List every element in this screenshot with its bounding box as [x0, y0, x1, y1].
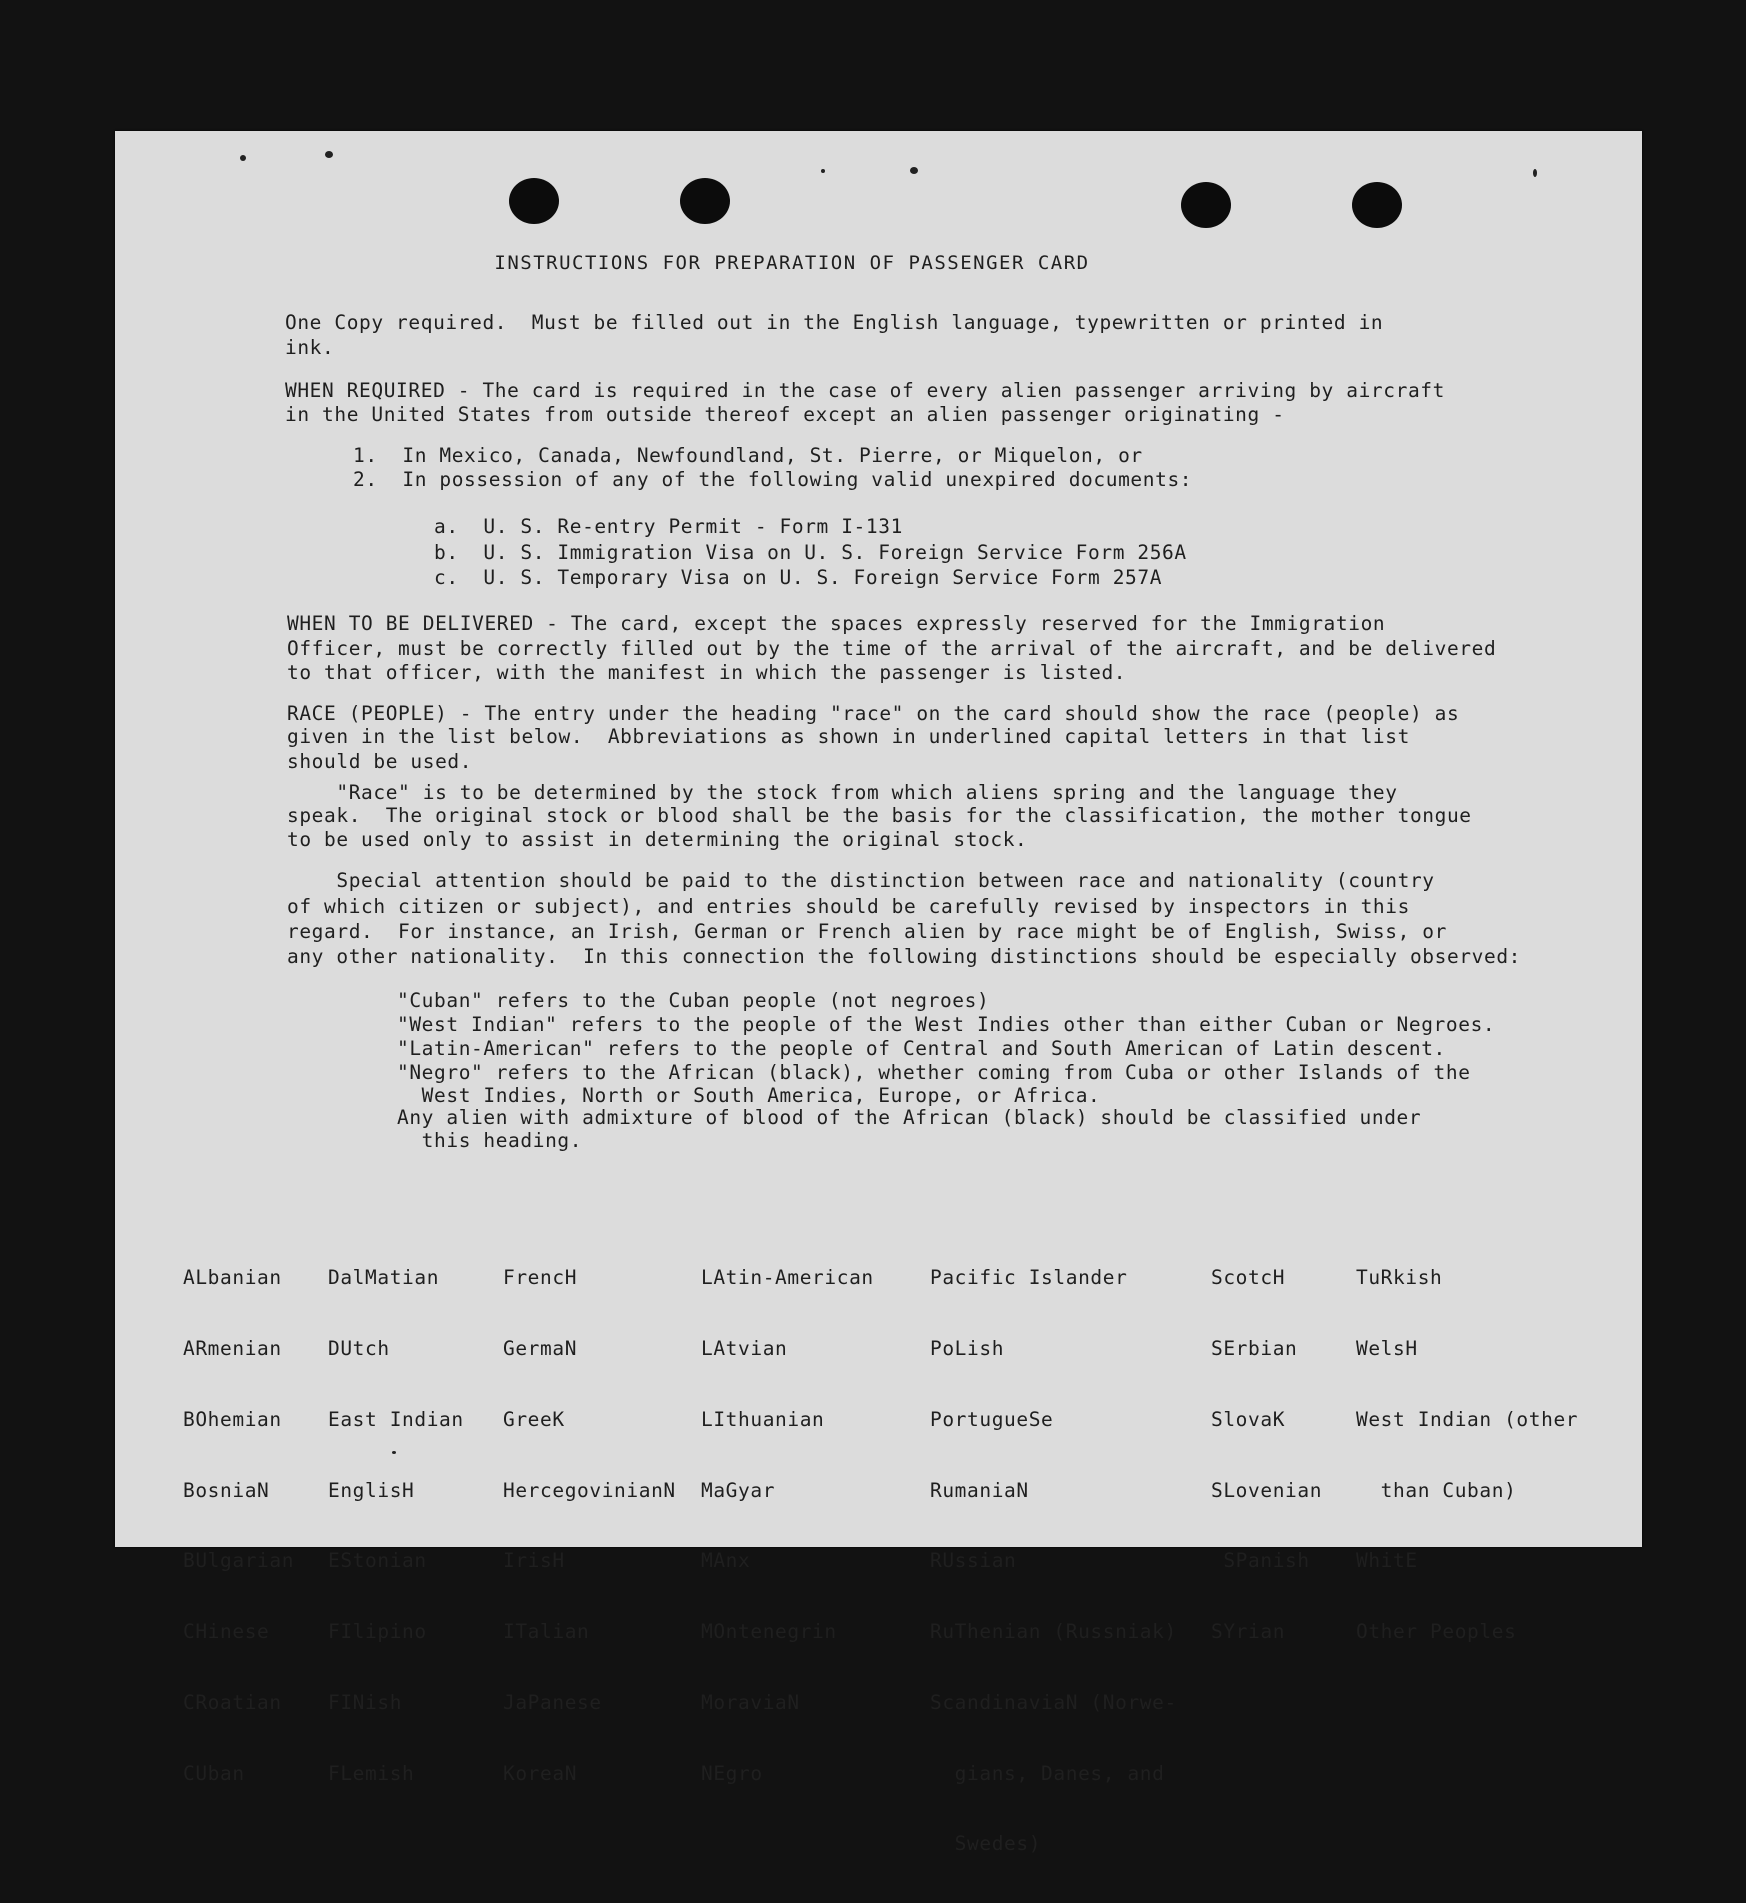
race-entry: FrencH	[503, 1266, 578, 1290]
race-entry: WelsH	[1356, 1336, 1418, 1360]
distinction-line: West Indies, North or South America, Europe, or Africa.	[397, 1084, 1101, 1107]
race-entry: DUtch	[328, 1336, 390, 1360]
race-list-column	[930, 1219, 1177, 1903]
race-entry: GermaN	[503, 1336, 578, 1360]
dust-speck	[325, 151, 333, 158]
intro-line: ink.	[285, 336, 335, 359]
race-entry: WhitE	[1356, 1549, 1418, 1573]
race-entry: FINish	[328, 1690, 403, 1714]
dust-speck	[910, 167, 918, 174]
race-entry: BUlgarian	[183, 1549, 295, 1573]
when-required-line: in the United States from outside thereof except an alien passenger originating -	[285, 403, 1285, 426]
race-entry: KoreaN	[503, 1761, 578, 1785]
dust-speck	[240, 155, 246, 161]
race-list-column	[503, 1219, 676, 1832]
race-entry: SlovaK	[1211, 1407, 1286, 1431]
race-entry: FIlipino	[328, 1620, 427, 1644]
intro-line: One Copy required. Must be filled out in the English language, typewritten or printed in	[285, 311, 1384, 334]
punch-hole	[1352, 182, 1402, 228]
race-people-line: should be used.	[287, 750, 473, 773]
race-list-column	[701, 1219, 874, 1832]
race-people-line: given in the list below. Abbreviations as shown in underlined capital letters in that list	[287, 725, 1410, 748]
race-entry: ALbanian	[183, 1266, 282, 1290]
race-list-column	[328, 1219, 464, 1832]
dust-speck	[1533, 169, 1537, 177]
race-entry: EStonian	[328, 1549, 427, 1573]
distinction-line: "West Indian" refers to the people of the West Indies other than either Cuban or Negroes.	[397, 1013, 1496, 1036]
race-entry: RumaniaN	[930, 1478, 1029, 1502]
race-entry: DalMatian	[328, 1266, 440, 1290]
distinction-line: this heading.	[397, 1129, 583, 1152]
race-definition-line: speak. The original stock or blood shall be the basis for the classification, the mother tongue	[287, 804, 1472, 827]
race-entry: PortugueSe	[930, 1407, 1054, 1431]
race-entry: IrisH	[503, 1549, 565, 1573]
when-delivered-line: to that officer, with the manifest in which the passenger is listed.	[287, 661, 1127, 684]
race-list-column	[183, 1219, 294, 1832]
dust-speck	[821, 169, 825, 173]
distinction-line: Any alien with admixture of blood of the African (black) should be classified under	[397, 1106, 1422, 1129]
document-item: a. U. S. Re-entry Permit - Form I-131	[434, 515, 903, 538]
race-entry: MoraviaN	[701, 1690, 800, 1714]
punch-hole	[1181, 182, 1231, 228]
race-entry: NEgro	[701, 1761, 763, 1785]
race-entry: ScandinaviaN (Norwe-	[930, 1690, 1177, 1714]
race-entry: JaPanese	[503, 1690, 602, 1714]
document-item: b. U. S. Immigration Visa on U. S. Foreign Service Form 256A	[434, 541, 1187, 564]
race-entry: SPanish	[1211, 1549, 1310, 1573]
punch-hole	[680, 178, 730, 224]
race-entry: West Indian (other	[1356, 1407, 1579, 1431]
race-entry: CUban	[183, 1761, 245, 1785]
race-entry: SLovenian	[1211, 1478, 1323, 1502]
special-attention-line: Special attention should be paid to the distinction between race and nationality (country	[287, 869, 1435, 892]
race-list-column	[1211, 1219, 1322, 1691]
race-entry: RUssian	[930, 1549, 1017, 1573]
race-entry: ARmenian	[183, 1336, 282, 1360]
race-entry: gians, Danes, and	[930, 1761, 1165, 1785]
special-attention-line: any other nationality. In this connection the following distinctions should be especially observed:	[287, 945, 1521, 968]
distinction-line: "Latin-American" refers to the people of Central and South American of Latin descent.	[397, 1037, 1446, 1060]
numbered-item: 1. In Mexico, Canada, Newfoundland, St. Pierre, or Miquelon, or	[353, 444, 1143, 467]
race-entry: Swedes)	[930, 1832, 1042, 1856]
race-entry: Pacific Islander	[930, 1266, 1128, 1290]
race-entry: MaGyar	[701, 1478, 776, 1502]
race-entry: SYrian	[1211, 1620, 1286, 1644]
race-entry: RuThenian (Russniak)	[930, 1620, 1177, 1644]
document-item: c. U. S. Temporary Visa on U. S. Foreign Service Form 257A	[434, 566, 1163, 589]
race-entry: East Indian	[328, 1407, 464, 1431]
when-delivered-line: Officer, must be correctly filled out by the time of the arrival of the aircraft, and be delivered	[287, 637, 1497, 660]
race-entry: GreeK	[503, 1407, 565, 1431]
document-title: INSTRUCTIONS FOR PREPARATION OF PASSENGER CARD	[494, 252, 1090, 274]
race-entry: BosniaN	[183, 1478, 270, 1502]
numbered-item: 2. In possession of any of the following valid unexpired documents:	[353, 468, 1193, 491]
race-entry: BOhemian	[183, 1407, 282, 1431]
special-attention-line: of which citizen or subject), and entries should be carefully revised by inspectors in this	[287, 895, 1410, 918]
race-entry: CHinese	[183, 1620, 270, 1644]
race-entry: ITalian	[503, 1620, 590, 1644]
distinction-line: "Cuban" refers to the Cuban people (not negroes)	[397, 989, 990, 1012]
document-page	[115, 131, 1642, 1856]
race-entry: ScotcH	[1211, 1266, 1286, 1290]
race-definition-line: "Race" is to be determined by the stock from which aliens spring and the language they	[287, 781, 1398, 804]
race-definition-line: to be used only to assist in determining the original stock.	[287, 828, 1028, 851]
distinction-line: "Negro" refers to the African (black), whether coming from Cuba or other Islands of the	[397, 1061, 1471, 1084]
when-delivered-line: WHEN TO BE DELIVERED - The card, except the spaces expressly reserved for the Immigration	[287, 612, 1386, 635]
race-entry: FLemish	[328, 1761, 415, 1785]
special-attention-line: regard. For instance, an Irish, German or French alien by race might be of English, Swiss, or	[287, 920, 1447, 943]
race-entry: Other Peoples	[1356, 1620, 1517, 1644]
race-entry: LAtvian	[701, 1336, 788, 1360]
punch-hole	[509, 178, 559, 224]
race-entry: LIthuanian	[701, 1407, 825, 1431]
race-people-line: RACE (PEOPLE) - The entry under the heading "race" on the card should show the race (people) as	[287, 702, 1460, 725]
when-required-line: WHEN REQUIRED - The card is required in the case of every alien passenger arriving by aircraft	[285, 379, 1445, 402]
race-entry: than Cuban)	[1356, 1478, 1517, 1502]
race-entry: EnglisH	[328, 1478, 415, 1502]
race-entry: MOntenegrin	[701, 1620, 837, 1644]
race-entry: PoLish	[930, 1336, 1005, 1360]
race-entry: SErbian	[1211, 1336, 1298, 1360]
race-entry: LAtin-American	[701, 1266, 874, 1290]
race-entry: TuRkish	[1356, 1266, 1443, 1290]
race-list-column	[1356, 1219, 1578, 1691]
race-entry: MAnx	[701, 1549, 751, 1573]
race-entry: CRoatian	[183, 1690, 282, 1714]
race-entry: HercegovinianN	[503, 1478, 676, 1502]
